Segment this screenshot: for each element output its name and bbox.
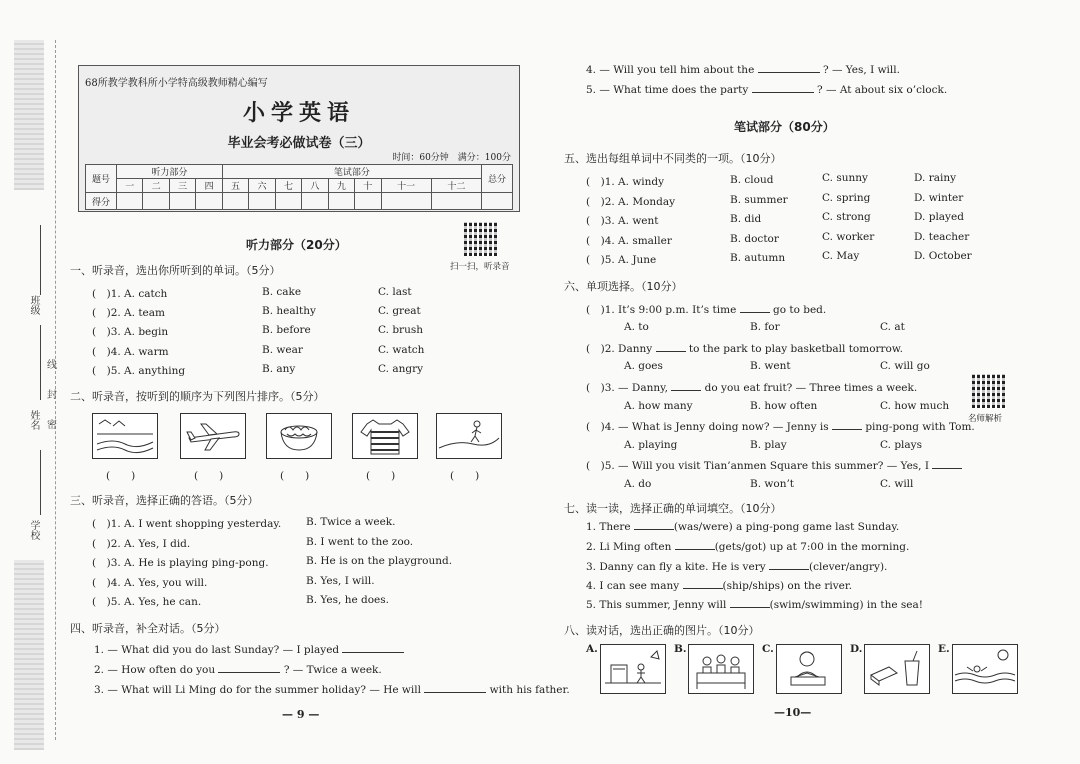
question-option: )2. A. Monday: [600, 196, 676, 208]
question-option: C. last: [378, 286, 412, 298]
question-option: C. will: [880, 478, 914, 490]
question-option: )1. A. I went shopping yesterday.: [106, 518, 282, 530]
answer-blank[interactable]: [656, 351, 686, 352]
question-option: C. brush: [378, 324, 423, 336]
score-cell: 听力部分: [117, 165, 223, 179]
fill-question: 1. — What did you do last Sunday? — I played: [94, 644, 404, 656]
binding-texture: [14, 560, 44, 750]
question-option: B. autumn: [730, 252, 786, 264]
question-option: D. October: [914, 250, 972, 262]
answer-paren: ( ): [366, 470, 396, 482]
qr-code-icon[interactable]: [972, 374, 1006, 408]
question-option: A. to: [624, 321, 649, 333]
page-number: —10—: [774, 706, 812, 719]
answer-blank[interactable]: [769, 569, 809, 570]
mc-question: ( )3. — Danny, do you eat fruit? — Three times a week.: [586, 382, 918, 394]
publisher-line: 68所教学教科所小学特高级教师精心编写: [85, 78, 268, 89]
score-cell: 六: [249, 179, 275, 193]
answer-paren: ( ): [106, 470, 136, 482]
question-option: C. angry: [378, 363, 424, 375]
question-option: )4. A. warm: [106, 346, 169, 358]
mc-question: ( )4. — What is Jenny doing now? — Jenny is ping-pong with Tom.: [586, 421, 975, 433]
fold-mark: 密: [47, 420, 57, 431]
fill-question: 3. — What will Li Ming do for the summer holiday? — He will with his father.: [94, 684, 570, 696]
score-cell: 三: [169, 179, 195, 193]
question-option: )5. A. anything: [106, 365, 186, 377]
picture-boy-reading: [776, 644, 842, 694]
answer-paren: ( ): [280, 470, 310, 482]
question-option: C. May: [822, 250, 860, 262]
question-option: )4. A. Yes, you will.: [106, 577, 208, 589]
mc-question: ( )2. Danny to the park to play basketball tomorrow.: [586, 343, 903, 355]
fill-question: 4. I can see many (ship/ships) on the river.: [586, 580, 853, 592]
question-option: )3. A. He is playing ping-pong.: [106, 557, 269, 569]
binding-margin: [0, 0, 62, 764]
question-option: B. before: [262, 324, 311, 336]
school-label: 学校: [28, 520, 39, 540]
question-option: B. Yes, he does.: [306, 594, 389, 606]
picture-shirt: [352, 413, 418, 459]
question-option: B. did: [730, 213, 762, 225]
page-right: 4. — Will you tell him about the ? — Yes, I will. 5. — What time does the party ? — At about six o’clock. 笔试部分（80分） 五、选出每组单词中不同类的一项。（10分） ( )1. A. windy B. cloud C. sunny D. rainy ( )2. A. Monday B. summer C. spring D. winter ( )3. A. went B. did C. strong D. played ( )4. A. smaller B. doctor C. worker D. teacher ( )5. A. June B. autumn C. May D. October 六、单项选择。（10分） ( )1. It’s 9:00 p.m. It’s time go to bed. A. to B. for C. at ( )2. Danny to the park to play basketball tomorrow. A. goes B. went C. will go ( )3. — Danny, do you eat fruit? — Three times a week. A. how many B. how often C. how much ( )4. — What is Jenny doing now? — Jenny is ping-pong with Tom. A. playing B. play C. plays ( )5. — Will you visit Tian’anmen Square this summer? — Yes, I A. do B. won’t C. will 名师解析 七、读一读，选择正确的单词填空。（10分） 1. There (was/were) a ping-pong game last Sunday. 2. Li Ming often (gets/got) up at 7:00 in the morning. 3. Danny can fly a kite. He is very (clever/angry). 4. I can see many (ship/ships) on the river. 5. This summer, Jenny will (swim/swimming) in the sea! 八、读对话，选出正确的图片。（10分） A. B. C. D. E. —10—: [548, 0, 1018, 764]
question-option: C. plays: [880, 439, 922, 451]
name-blank: [40, 325, 41, 400]
fill-question: 3. Danny can fly a kite. He is very (clever/angry).: [586, 561, 888, 573]
answer-blank[interactable]: [752, 92, 814, 93]
question-option: )2. A. team: [106, 307, 165, 319]
answer-blank[interactable]: [758, 72, 820, 73]
fill-question: 1. There (was/were) a ping-pong game last Sunday.: [586, 521, 900, 533]
question-option: D. played: [914, 211, 964, 223]
question-option: C. at: [880, 321, 905, 333]
written-title: 笔试部分（80分）: [734, 120, 835, 134]
picture-hiking: [436, 413, 502, 459]
picture-family-dinner: [688, 644, 754, 694]
picture-label: A.: [586, 643, 598, 655]
score-cell: 总分: [482, 165, 513, 193]
page-left: 68所教学教科所小学特高级教师精心编写 小学英语 毕业会考必做试卷（三） 时间：60分钟 满分：100分 题号 听力部分 笔试部分 总分 一 二 三 四 五 六 七 八 九 十 十一 十二 得分 听力部分（20分） 扫一扫，听录音 一、听录音，选出你所听到的单词。（5分） ( )1. A. catch B. cake C. last ( )2. A. team B. healthy C. great ( )3. A. begin B. before C. brush ( )4. A. warm B. wear C. watch ( )5. A. anything B. any C. angry 二、听录音，按听到的顺序为下列图片排序。（5分） ( ) ( ) ( ) ( ) ( ) 三、听录音，选择正确的答语。（5分） ( )1. A. I went shopping yesterday. B. Twice a week. ( )2. A. Yes, I did. B. I went to the zoo. ( )3. A. He is playing ping-pong. B. He is on the playground. ( )4. A. Yes, you will. B. Yes, I will. ( )5. A. Yes, he can. B. Yes, he does. 四、听录音，补全对话。（5分） 1. — What did you do last Sunday? — I played 2. — How often do you ? — Twice a week. 3. — What will Li Ming do for the summer holiday? — He will with his father. — 9 —: [66, 0, 531, 764]
question-option: )3. A. begin: [106, 326, 169, 338]
score-cell: 笔试部分: [222, 165, 481, 179]
answer-blank[interactable]: [675, 549, 715, 550]
question-option: )1. A. windy: [600, 176, 665, 188]
answer-paren: ( ): [450, 470, 480, 482]
question-option: B. wear: [262, 344, 303, 356]
question-option: )5. A. Yes, he can.: [106, 596, 202, 608]
fill-question: 5. This summer, Jenny will (swim/swimming) in the sea!: [586, 599, 923, 611]
question-option: C. strong: [822, 211, 871, 223]
answer-blank[interactable]: [342, 652, 404, 653]
question-option: C. watch: [378, 344, 425, 356]
answer-blank[interactable]: [424, 692, 486, 693]
mc-question: ( )1. It’s 9:00 p.m. It’s time go to bed.: [586, 304, 827, 316]
question-option: B. summer: [730, 194, 788, 206]
picture-food-drink: [864, 644, 930, 694]
question-option: B. Twice a week.: [306, 516, 396, 528]
fill-question: 2. Li Ming often (gets/got) up at 7:00 in the morning.: [586, 541, 910, 553]
score-table: [85, 164, 513, 210]
question-option: A. goes: [624, 360, 663, 372]
question-option: B. won’t: [750, 478, 795, 490]
question-option: )3. A. went: [600, 215, 659, 227]
fill-question: 2. — How often do you ? — Twice a week.: [94, 664, 382, 676]
question-option: B. play: [750, 439, 787, 451]
score-cell: 四: [196, 179, 222, 193]
question-option: A. playing: [624, 439, 678, 451]
section-6-title: 六、单项选择。（10分）: [564, 280, 683, 293]
section-8-title: 八、读对话，选出正确的图片。（10分）: [564, 624, 760, 637]
question-option: A. how many: [624, 400, 693, 412]
exam-subtitle: 毕业会考必做试卷（三）: [227, 136, 371, 151]
question-option: B. any: [262, 363, 296, 375]
score-cell: 十二: [431, 179, 481, 193]
answer-paren: ( ): [194, 470, 224, 482]
question-option: B. healthy: [262, 305, 316, 317]
question-option: C. great: [378, 305, 421, 317]
qr-caption: 名师解析: [968, 414, 1003, 424]
score-cell: 七: [275, 179, 301, 193]
question-option: B. for: [750, 321, 780, 333]
qr-caption: 扫一扫，听录音: [450, 262, 510, 272]
question-option: A. do: [624, 478, 652, 490]
score-cell: 八: [302, 179, 328, 193]
answer-blank[interactable]: [634, 529, 674, 530]
score-cell: 一: [117, 179, 143, 193]
answer-blank[interactable]: [730, 607, 770, 608]
answer-blank[interactable]: [932, 468, 962, 469]
picture-playground: [600, 644, 666, 694]
score-cell: 题号: [86, 165, 117, 193]
answer-blank[interactable]: [218, 672, 280, 673]
question-option: B. cake: [262, 286, 302, 298]
page-number: — 9 —: [282, 708, 320, 721]
fold-mark: 封: [47, 390, 57, 401]
question-option: B. He is on the playground.: [306, 555, 453, 567]
answer-blank[interactable]: [832, 429, 862, 430]
fold-mark: 线: [47, 360, 57, 371]
answer-blank[interactable]: [740, 312, 770, 313]
qr-code-icon[interactable]: [464, 222, 498, 256]
answer-blank[interactable]: [683, 588, 723, 589]
exam-title: 小学英语: [242, 101, 355, 126]
class-blank: [40, 225, 41, 295]
score-cell: 九: [328, 179, 354, 193]
picture-label: E.: [938, 643, 950, 655]
fill-question: 4. — Will you tell him about the ? — Yes, I will.: [586, 64, 900, 76]
picture-label: B.: [674, 643, 687, 655]
score-cell: 十: [355, 179, 381, 193]
question-option: B. went: [750, 360, 791, 372]
question-option: D. teacher: [914, 231, 970, 243]
exam-header: [78, 65, 520, 212]
answer-blank[interactable]: [671, 390, 701, 391]
question-option: B. doctor: [730, 233, 779, 245]
section-5-title: 五、选出每组单词中不同类的一项。（10分）: [564, 152, 782, 165]
question-option: B. Yes, I will.: [306, 575, 375, 587]
picture-label: C.: [762, 643, 774, 655]
section-7-title: 七、读一读，选择正确的单词填空。（10分）: [564, 502, 782, 515]
question-option: D. rainy: [914, 172, 957, 184]
question-option: )4. A. smaller: [600, 235, 672, 247]
class-label: 班级: [28, 295, 39, 315]
score-cell: 得分: [86, 193, 117, 210]
section-4-title: 四、听录音，补全对话。（5分）: [70, 622, 226, 635]
question-option: C. will go: [880, 360, 930, 372]
question-option: )5. A. June: [600, 254, 657, 266]
name-label: 姓名: [28, 410, 39, 430]
question-option: B. I went to the zoo.: [306, 536, 414, 548]
picture-noodles: [266, 413, 332, 459]
section-2-title: 二、听录音，按听到的顺序为下列图片排序。（5分）: [70, 390, 325, 403]
question-option: )2. A. Yes, I did.: [106, 538, 191, 550]
picture-beach-swimming: [952, 644, 1018, 694]
question-option: C. sunny: [822, 172, 868, 184]
question-option: C. worker: [822, 231, 875, 243]
question-option: B. cloud: [730, 174, 774, 186]
question-option: D. winter: [914, 192, 964, 204]
picture-airplane: [180, 413, 246, 459]
picture-river: [92, 413, 158, 459]
score-cell: 十一: [381, 179, 431, 193]
score-cell: 二: [143, 179, 169, 193]
time-score: 时间：60分钟 满分：100分: [392, 153, 511, 163]
question-option: C. spring: [822, 192, 871, 204]
question-option: )1. A. catch: [106, 288, 168, 300]
picture-label: D.: [850, 643, 863, 655]
question-option: B. how often: [750, 400, 818, 412]
fill-question: 5. — What time does the party ? — At about six o’clock.: [586, 84, 948, 96]
listening-title: 听力部分（20分）: [246, 238, 347, 252]
score-cell: 五: [222, 179, 248, 193]
school-blank: [40, 450, 41, 515]
binding-texture: [14, 40, 44, 190]
section-1-title: 一、听录音，选出你所听到的单词。（5分）: [70, 264, 281, 277]
section-3-title: 三、听录音，选择正确的答语。（5分）: [70, 494, 259, 507]
question-option: C. how much: [880, 400, 950, 412]
mc-question: ( )5. — Will you visit Tian’anmen Square this summer? — Yes, I: [586, 458, 962, 473]
